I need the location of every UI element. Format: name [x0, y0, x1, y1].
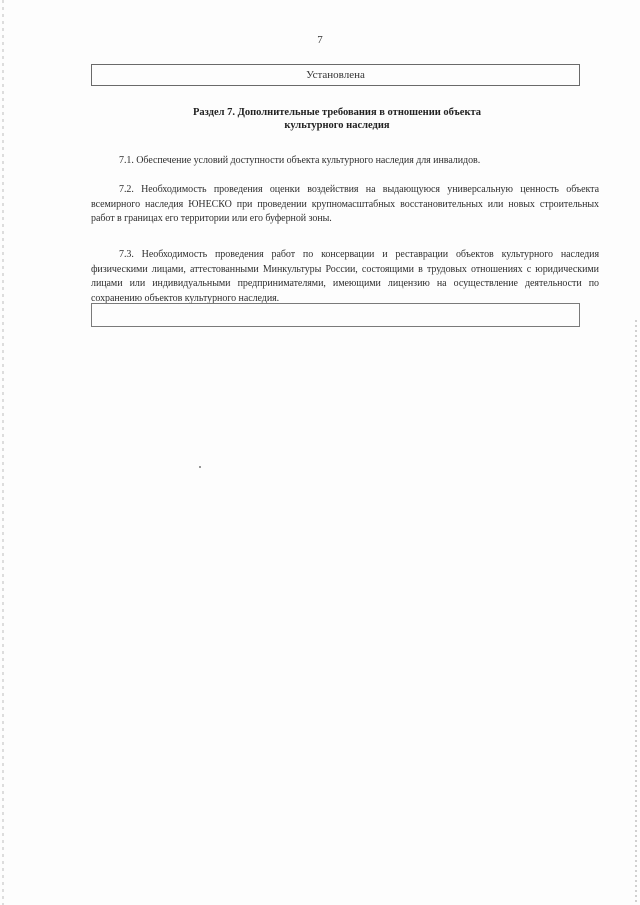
empty-field-box [91, 303, 580, 327]
section-title [150, 106, 524, 132]
paragraph-7-2: 7.2. Необходимость проведения оценки воздействия на выдающуюся универсальную ценность объекта всемирного наследия ЮНЕСКО при проведении крупномасштабных восстановительных или новых строительных работ в границах его территории или его буферной зоны. [91, 184, 599, 224]
status-box [91, 64, 580, 86]
section-title-line1: Раздел 7. Дополнительные требования в отношении объекта [192, 107, 482, 118]
paragraph-7-1: 7.1. Обеспечение условий доступности объекта культурного наследия для инвалидов. [119, 155, 481, 166]
status-box-label: Установлена [306, 69, 365, 81]
section-title-line2: культурного наследия [284, 120, 390, 131]
scan-edge-right [635, 320, 637, 905]
scan-speck [199, 466, 201, 468]
paragraph-7-3: 7.3. Необходимость проведения работ по консервации и реставрации объектов культурного наследия физическими лицами, аттестованными Минкультуры России, состоящими в трудовых отношениях с юридическими лицами или индивидуальными предпринимателями, имеющими лицензию на осуществление деятельности по сохранению объектов культурного наследия. [91, 249, 599, 304]
scan-edge-left [2, 0, 4, 905]
page-number: 7 [317, 34, 323, 46]
